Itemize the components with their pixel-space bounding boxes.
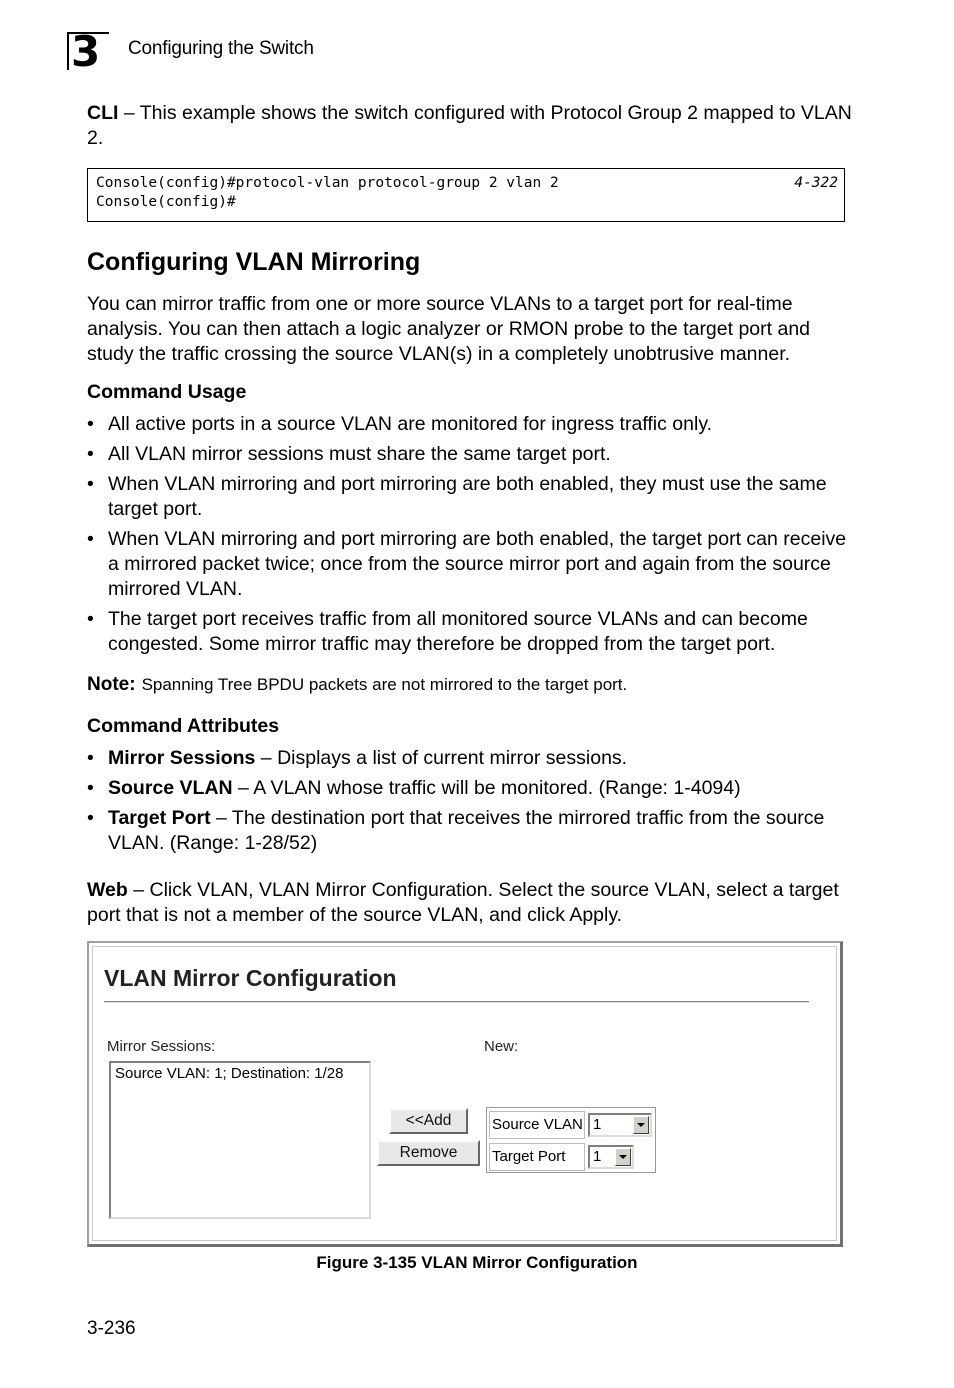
target-port-label: Target Port [489,1143,585,1171]
command-usage-list [87,412,857,662]
chapter-badge [67,27,109,76]
code-line: Console(config)# [96,194,236,210]
mirror-sessions-listbox[interactable] [109,1061,371,1219]
source-vlan-select[interactable] [588,1113,652,1137]
command-attributes-list [87,746,857,861]
mirror-sessions-label: Mirror Sessions: [107,1038,216,1055]
command-usage-heading: Command Usage [87,381,247,403]
code-line: Console(config)#protocol-vlan protocol-group 2 vlan 2 [96,175,559,191]
list-item[interactable]: Source VLAN: 1; Destination: 1/28 [115,1065,344,1082]
chevron-down-icon[interactable] [633,1116,649,1134]
attribute-desc: – A VLAN whose traffic will be monitored. (Range: 1-4094) [232,777,741,799]
list-item: • All VLAN mirror sessions must share the same target port. [87,442,857,467]
command-attributes-heading: Command Attributes [87,715,280,737]
source-vlan-label: Source VLAN [489,1111,585,1139]
new-label: New: [484,1038,519,1055]
section-intro: You can mirror traffic from one or more source VLANs to a target port for real-time analysis. You can then attach a logic analyzer or RMON probe to the target port and study the traffic crossing the source VLAN(s) in a completely unobtrusive manner. [87,293,811,365]
chapter-number: 3 [71,27,101,76]
list-item [87,806,857,856]
list-item: • All active ports in a source VLAN are monitored for ingress traffic only. [87,412,857,437]
new-session-form [486,1107,656,1173]
web-text: – Click VLAN, VLAN Mirror Configuration. Select the source VLAN, select a target port that is not a member of the source VLAN, and click Apply. [87,879,839,926]
attribute-desc: – Displays a list of current mirror sessions. [255,747,628,769]
figure-screenshot [87,941,843,1247]
web-label: Web [87,879,128,901]
list-item [87,776,857,801]
attribute-term: Target Port [108,807,211,829]
running-head: Configuring the Switch [128,38,314,59]
attribute-term: Source VLAN [108,777,233,799]
cli-intro [87,101,857,151]
cli-text: – This example shows the switch configured with Protocol Group 2 mapped to VLAN 2. [87,102,852,149]
list-item: • The target port receives traffic from all monitored source VLANs and can become congested. Some mirror traffic may therefore be dropped from the target port. [87,607,857,657]
section-title: Configuring VLAN Mirroring [87,248,421,276]
figure-title: VLAN Mirror Configuration [104,965,397,991]
list-item [87,746,857,771]
figure-caption: Figure 3-135 VLAN Mirror Configuration [316,1253,638,1272]
figure-panel [92,946,837,1241]
list-item: • When VLAN mirroring and port mirroring are both enabled, the target port can receive a mirrored packet twice; once from the source mirror port and again from the source mirrored VLAN. [87,527,857,602]
list-item: • When VLAN mirroring and port mirroring are both enabled, they must use the same target port. [87,472,857,522]
target-port-select[interactable] [588,1145,634,1169]
chevron-down-icon[interactable] [615,1148,631,1166]
code-example [87,168,845,222]
attribute-desc: – The destination port that receives the mirrored traffic from the source VLAN. (Range: 1-28/52) [108,807,825,854]
target-port-value: 1 [593,1148,602,1165]
attribute-term: Mirror Sessions [108,747,256,769]
source-vlan-value: 1 [593,1116,602,1133]
title-divider [104,1001,809,1003]
page-number: 3-236 [87,1318,136,1339]
cli-label: CLI [87,102,119,124]
add-button[interactable]: <<Add [389,1108,468,1134]
note [87,674,627,696]
remove-button[interactable]: Remove [377,1140,480,1166]
note-text: Spanning Tree BPDU packets are not mirrored to the target port. [141,675,628,694]
web-intro [87,878,857,928]
note-label: Note: [87,674,136,695]
code-reference: 4-322 [794,175,838,191]
